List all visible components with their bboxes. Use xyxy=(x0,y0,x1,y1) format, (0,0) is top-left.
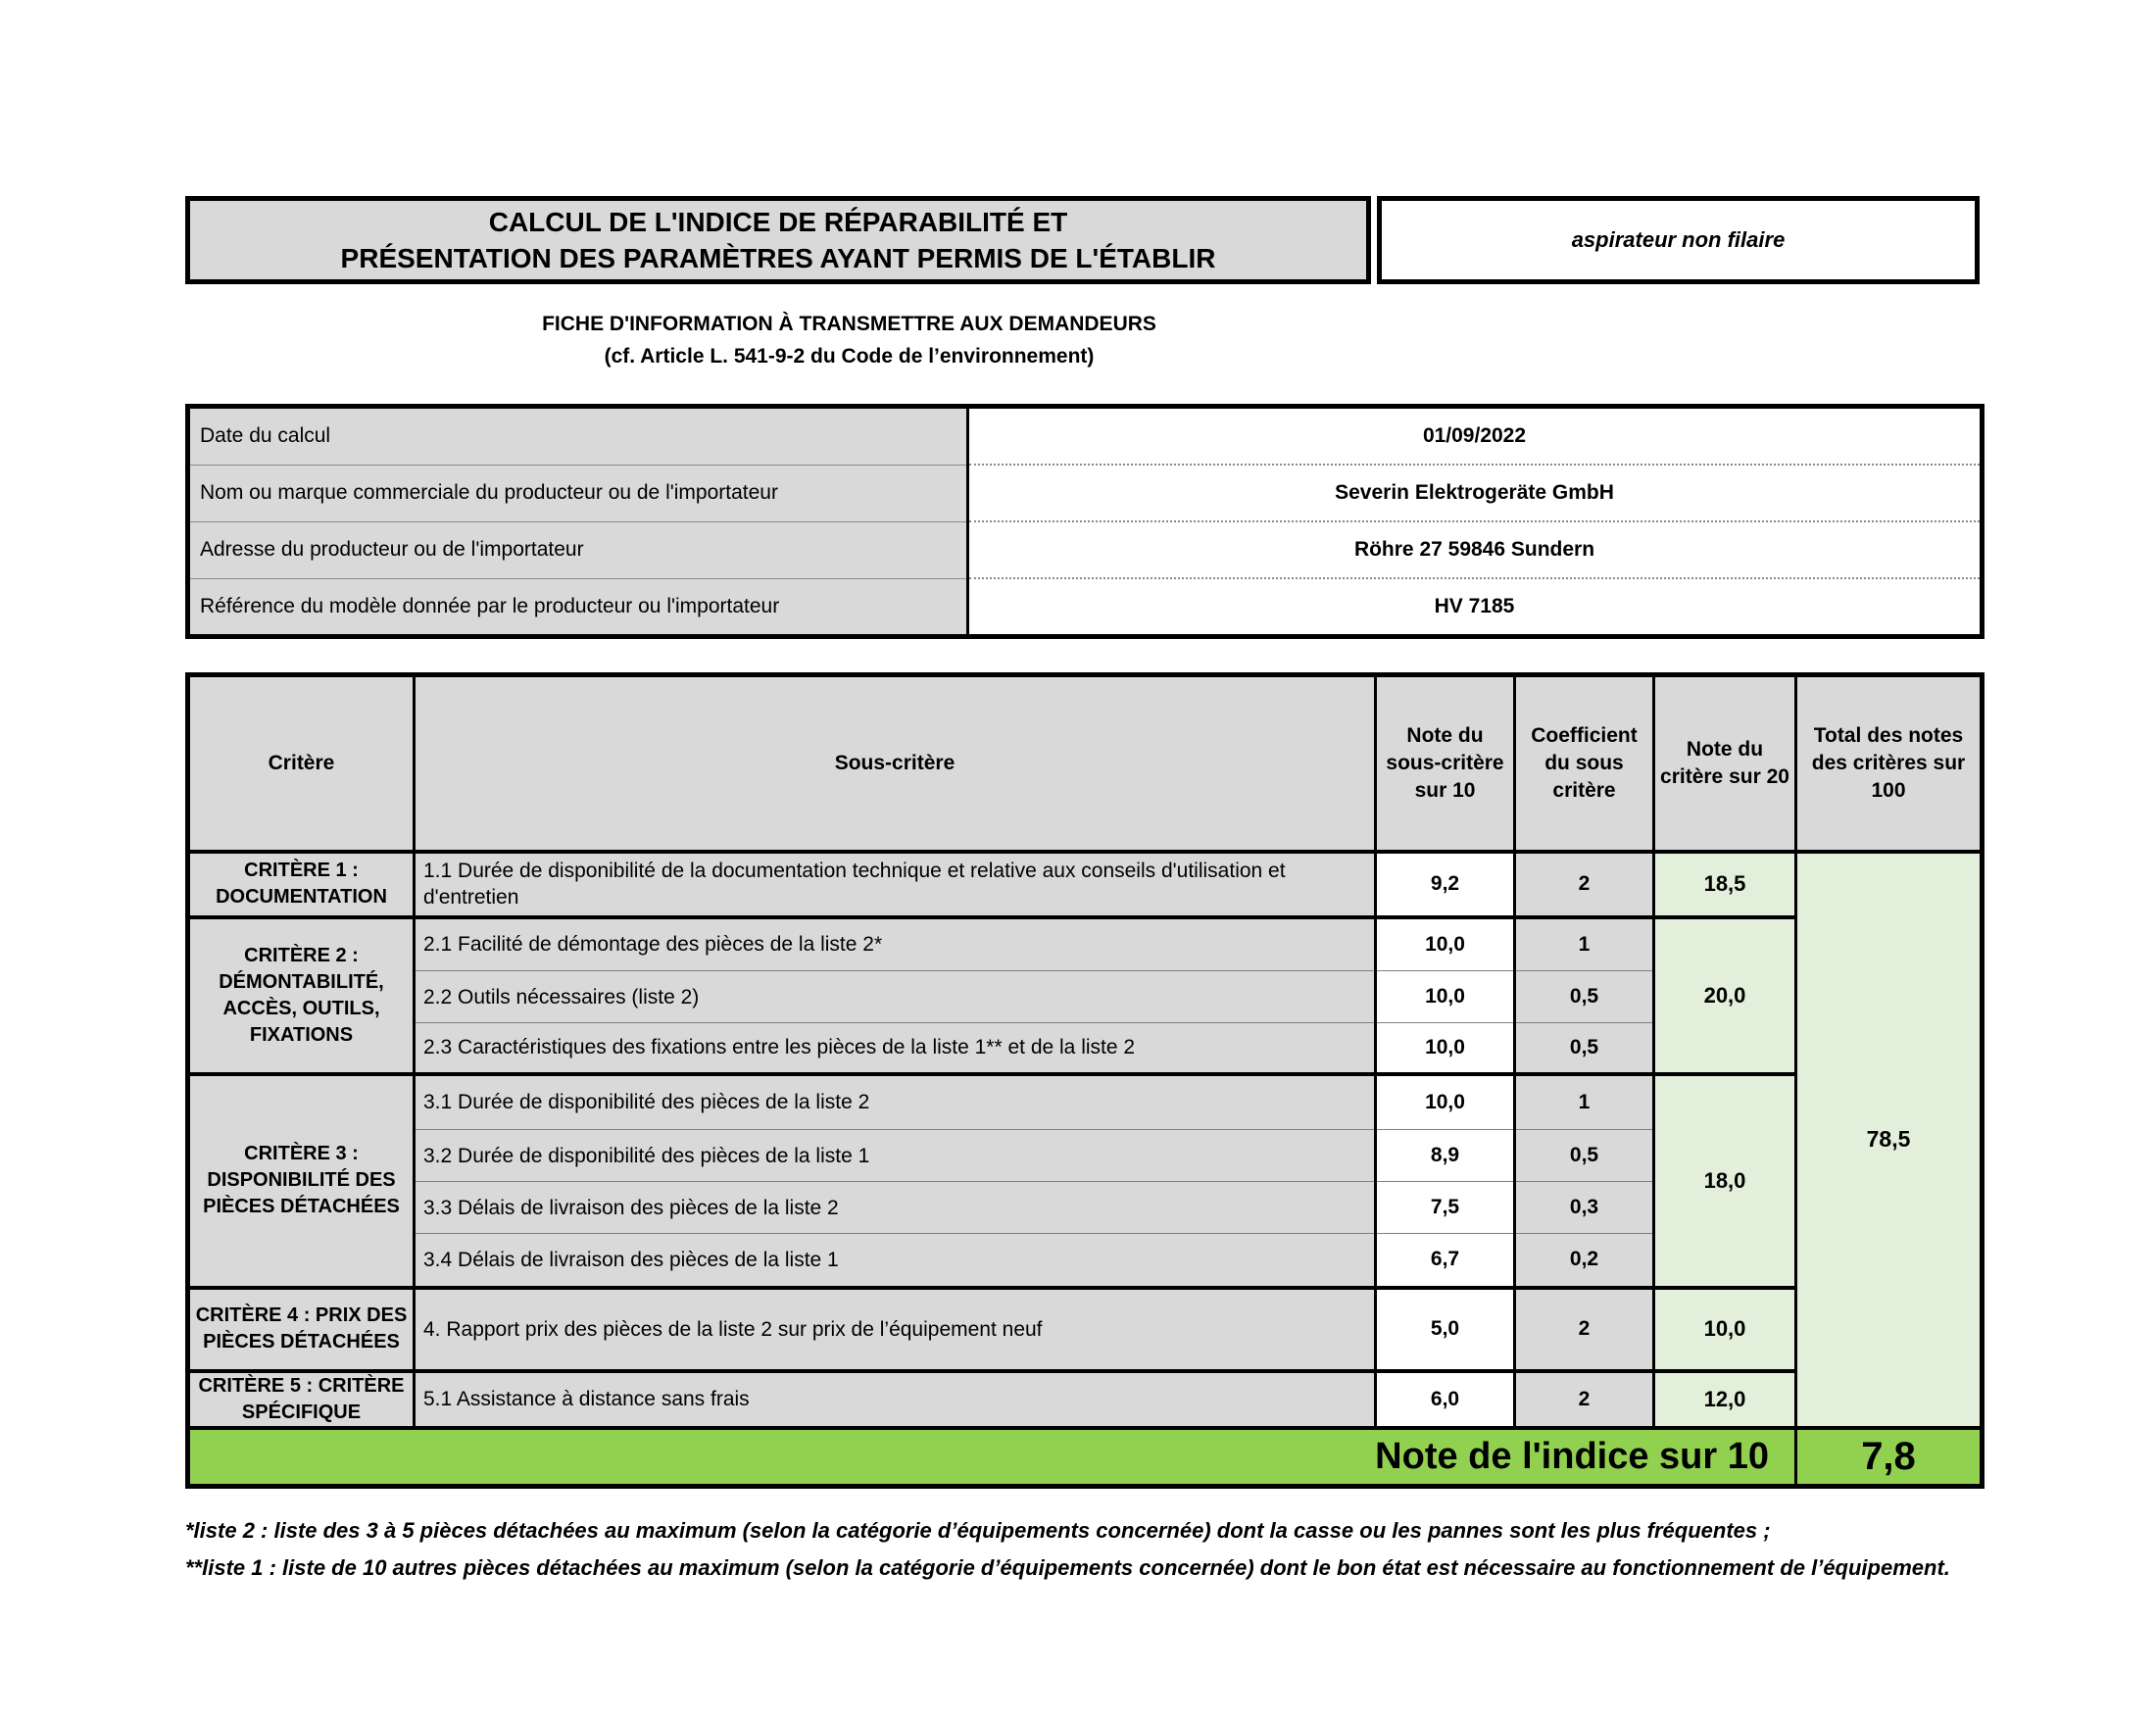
sheet-content xyxy=(185,0,1980,1587)
sub-criterion-cell-5-1: 5.1 Assistance à distance sans frais xyxy=(415,1371,1376,1428)
table-row xyxy=(188,1074,1983,1130)
document-title-box xyxy=(185,196,1371,284)
coefficient-cell-2-1: 1 xyxy=(1515,917,1654,971)
product-category-label: aspirateur non filaire xyxy=(1571,227,1786,252)
info-value-date: 01/09/2022 xyxy=(968,407,1983,466)
sub-criterion-cell-1-1: 1.1 Durée de disponibilité de la documentation technique et relative aux conseils d'utilisation et d'entretien xyxy=(415,852,1376,917)
footnotes-block xyxy=(185,1512,1980,1587)
note20-cell-5: 12,0 xyxy=(1654,1371,1796,1428)
header-note10: Note du sous-critère sur 10 xyxy=(1376,675,1515,852)
header-coefficient: Coefficient du sous critère xyxy=(1515,675,1654,852)
note20-cell-3: 18,0 xyxy=(1654,1074,1796,1288)
table-row xyxy=(188,1288,1983,1371)
sub-criterion-cell-2-2: 2.2 Outils nécessaires (liste 2) xyxy=(415,971,1376,1023)
info-label-model: Référence du modèle donnée par le producteur ou l'importateur xyxy=(188,578,968,637)
info-value-model: HV 7185 xyxy=(968,578,1983,637)
criterion-cell-5: CRITÈRE 5 : CRITÈRE SPÉCIFIQUE xyxy=(188,1371,415,1428)
note10-cell-3-4: 6,7 xyxy=(1376,1234,1515,1288)
note20-cell-1: 18,5 xyxy=(1654,852,1796,917)
note10-cell-2-2: 10,0 xyxy=(1376,971,1515,1023)
note10-cell-1-1: 9,2 xyxy=(1376,852,1515,917)
sub-criterion-cell-3-4: 3.4 Délais de livraison des pièces de la liste 1 xyxy=(415,1234,1376,1288)
subtitle-line2: (cf. Article L. 541-9-2 du Code de l’environnement) xyxy=(604,345,1095,368)
criterion-cell-2: CRITÈRE 2 : DÉMONTABILITÉ, ACCÈS, OUTILS, FIXATIONS xyxy=(188,917,415,1074)
header-sub-criterion: Sous-critère xyxy=(415,675,1376,852)
header-row xyxy=(185,196,1980,284)
note10-cell-4: 5,0 xyxy=(1376,1288,1515,1371)
header-criterion: Critère xyxy=(188,675,415,852)
coefficient-cell-2-2: 0,5 xyxy=(1515,971,1654,1023)
info-label-address: Adresse du producteur ou de l'importateur xyxy=(188,521,968,578)
note10-cell-2-3: 10,0 xyxy=(1376,1023,1515,1074)
criteria-table xyxy=(185,672,1984,1489)
note10-cell-3-1: 10,0 xyxy=(1376,1074,1515,1130)
coefficient-cell-4: 2 xyxy=(1515,1288,1654,1371)
footnote-liste2: *liste 2 : liste des 3 à 5 pièces détachées au maximum (selon la catégorie d’équipements concernée) dont la casse ou les pannes sont les plus fréquentes ; xyxy=(185,1518,1771,1543)
subtitle-block xyxy=(185,308,1513,372)
info-row-date xyxy=(188,407,1983,466)
sub-criterion-cell-3-3: 3.3 Délais de livraison des pièces de la liste 2 xyxy=(415,1182,1376,1234)
info-label-producer: Nom ou marque commerciale du producteur ou de l'importateur xyxy=(188,465,968,521)
coefficient-cell-3-3: 0,3 xyxy=(1515,1182,1654,1234)
note10-cell-3-3: 7,5 xyxy=(1376,1182,1515,1234)
info-row-model xyxy=(188,578,1983,637)
criterion-cell-3: CRITÈRE 3 : DISPONIBILITÉ DES PIÈCES DÉTACHÉES xyxy=(188,1074,415,1288)
product-category-box xyxy=(1377,196,1980,284)
final-score-label: Note de l'indice sur 10 xyxy=(188,1428,1796,1487)
info-label-date: Date du calcul xyxy=(188,407,968,466)
sub-criterion-cell-2-3: 2.3 Caractéristiques des fixations entre les pièces de la liste 1** et de la liste 2 xyxy=(415,1023,1376,1074)
criterion-cell-4: CRITÈRE 4 : PRIX DES PIÈCES DÉTACHÉES xyxy=(188,1288,415,1371)
table-row xyxy=(188,1371,1983,1428)
coefficient-cell-3-2: 0,5 xyxy=(1515,1130,1654,1182)
info-value-address: Röhre 27 59846 Sundern xyxy=(968,521,1983,578)
footnote-liste1: **liste 1 : liste de 10 autres pièces détachées au maximum (selon la catégorie d’équipements concernée) dont le bon état est nécessaire au fonctionnement de l’équipement. xyxy=(185,1555,1950,1580)
final-score-value: 7,8 xyxy=(1796,1428,1983,1487)
final-score-row xyxy=(188,1428,1983,1487)
info-table xyxy=(185,404,1984,639)
sub-criterion-cell-4: 4. Rapport prix des pièces de la liste 2 sur prix de l’équipement neuf xyxy=(415,1288,1376,1371)
coefficient-cell-3-1: 1 xyxy=(1515,1074,1654,1130)
criterion-cell-1: CRITÈRE 1 : DOCUMENTATION xyxy=(188,852,415,917)
table-row xyxy=(188,852,1983,917)
info-row-address xyxy=(188,521,1983,578)
note10-cell-5-1: 6,0 xyxy=(1376,1371,1515,1428)
subtitle-line1: FICHE D'INFORMATION À TRANSMETTRE AUX DEMANDEURS xyxy=(542,313,1156,335)
document-title-line1: CALCUL DE L'INDICE DE RÉPARABILITÉ ET xyxy=(488,207,1068,237)
note20-cell-2: 20,0 xyxy=(1654,917,1796,1074)
note10-cell-2-1: 10,0 xyxy=(1376,917,1515,971)
coefficient-cell-5-1: 2 xyxy=(1515,1371,1654,1428)
sub-criterion-cell-3-1: 3.1 Durée de disponibilité des pièces de la liste 2 xyxy=(415,1074,1376,1130)
info-value-producer: Severin Elektrogeräte GmbH xyxy=(968,465,1983,521)
total-notes-cell: 78,5 xyxy=(1796,852,1983,1428)
coefficient-cell-2-3: 0,5 xyxy=(1515,1023,1654,1074)
header-note20: Note du critère sur 20 xyxy=(1654,675,1796,852)
info-row-producer xyxy=(188,465,1983,521)
table-row xyxy=(188,917,1983,971)
coefficient-cell-1-1: 2 xyxy=(1515,852,1654,917)
note20-cell-4: 10,0 xyxy=(1654,1288,1796,1371)
sub-criterion-cell-2-1: 2.1 Facilité de démontage des pièces de la liste 2* xyxy=(415,917,1376,971)
coefficient-cell-3-4: 0,2 xyxy=(1515,1234,1654,1288)
criteria-header-row xyxy=(188,675,1983,852)
header-total: Total des notes des critères sur 100 xyxy=(1796,675,1983,852)
document-title-line2: PRÉSENTATION DES PARAMÈTRES AYANT PERMIS DE L'ÉTABLIR xyxy=(340,243,1216,273)
note10-cell-3-2: 8,9 xyxy=(1376,1130,1515,1182)
sub-criterion-cell-3-2: 3.2 Durée de disponibilité des pièces de la liste 1 xyxy=(415,1130,1376,1182)
